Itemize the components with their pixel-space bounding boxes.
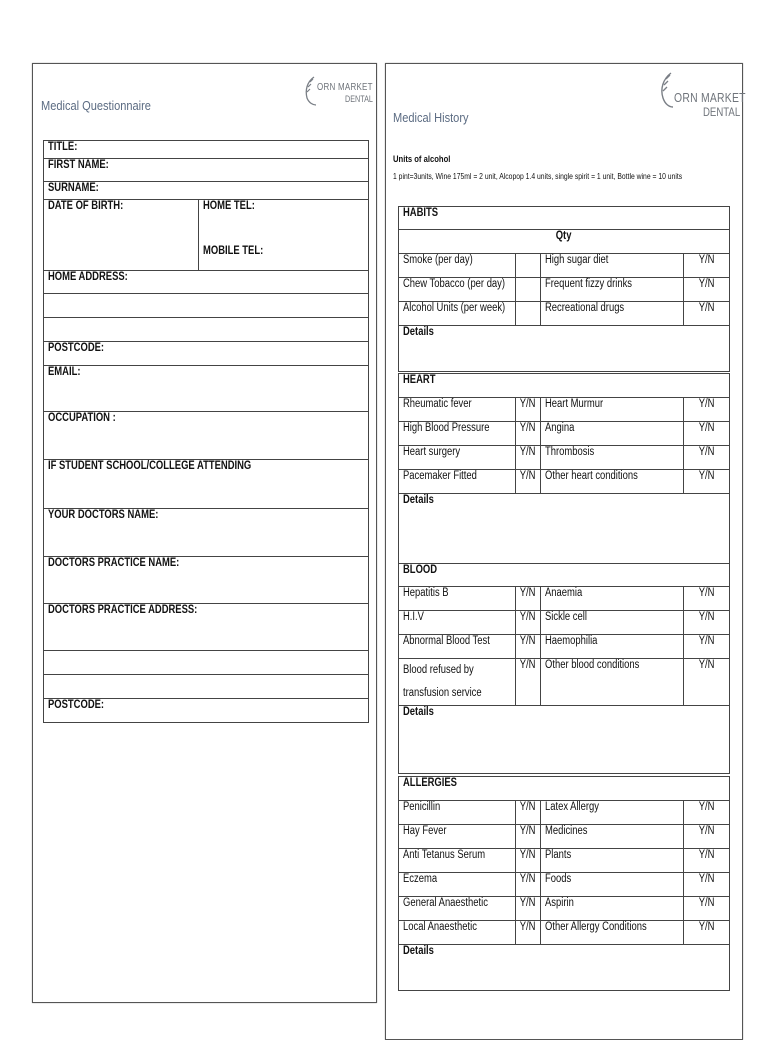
brand-name: ORN MARKET — [674, 90, 746, 105]
yn-option[interactable]: Y/N — [684, 659, 730, 706]
yn-option[interactable]: Y/N — [516, 801, 541, 825]
allergy-label: Anti Tetanus Serum — [399, 849, 516, 873]
allergies-table — [398, 776, 730, 991]
yn-option[interactable]: Y/N — [684, 278, 730, 302]
yn-option[interactable]: Y/N — [516, 446, 541, 470]
habit-label: Chew Tobacco (per day) — [399, 278, 516, 302]
heart-table — [398, 373, 730, 564]
condition-label: Thrombosis — [541, 446, 684, 470]
habits-table — [398, 206, 730, 372]
practice-address-line-3[interactable] — [44, 675, 369, 699]
practice-address-field[interactable]: DOCTORS PRACTICE ADDRESS: — [44, 604, 369, 651]
yn-option[interactable]: Y/N — [684, 611, 730, 635]
date-of-birth-field[interactable]: DATE OF BIRTH: — [44, 200, 199, 271]
postcode-field[interactable]: POSTCODE: — [44, 342, 369, 366]
practice-postcode-field[interactable]: POSTCODE: — [44, 699, 369, 723]
yn-option[interactable]: Y/N — [516, 873, 541, 897]
condition-label: Pacemaker Fitted — [399, 470, 516, 494]
practice-address-line-2[interactable] — [44, 651, 369, 675]
yn-option[interactable]: Y/N — [516, 398, 541, 422]
habit-label: Smoke (per day) — [399, 254, 516, 278]
yn-option[interactable]: Y/N — [516, 825, 541, 849]
yn-option[interactable]: Y/N — [516, 611, 541, 635]
yn-option[interactable]: Y/N — [684, 446, 730, 470]
condition-label: Anaemia — [541, 587, 684, 611]
wheat-logo-icon — [658, 72, 674, 108]
condition-label: Sickle cell — [541, 611, 684, 635]
condition-label: Abnormal Blood Test — [399, 635, 516, 659]
condition-label: Blood refused by transfusion service — [399, 659, 516, 706]
habits-details-field[interactable]: Details — [399, 326, 730, 372]
blood-heading: BLOOD — [399, 564, 730, 587]
condition-label: High Blood Pressure — [399, 422, 516, 446]
phone-fields[interactable] — [199, 200, 369, 271]
condition-label: Hepatitis B — [399, 587, 516, 611]
condition-label: Rheumatic fever — [399, 398, 516, 422]
habit-label: Frequent fizzy drinks — [541, 278, 684, 302]
allergies-heading: ALLERGIES — [399, 777, 730, 801]
email-field[interactable]: EMAIL: — [44, 366, 369, 412]
doctor-name-field[interactable]: YOUR DOCTORS NAME: — [44, 509, 369, 557]
qty-input[interactable] — [516, 254, 541, 278]
heart-heading: HEART — [399, 374, 730, 398]
condition-label: Other heart conditions — [541, 470, 684, 494]
address-line-3[interactable] — [44, 318, 369, 342]
condition-label: Other blood conditions — [541, 659, 684, 706]
yn-option[interactable]: Y/N — [684, 470, 730, 494]
yn-option[interactable]: Y/N — [684, 587, 730, 611]
condition-label: Haemophilia — [541, 635, 684, 659]
allergy-label: General Anaesthetic — [399, 897, 516, 921]
blood-details-field[interactable]: Details — [399, 706, 730, 774]
yn-option[interactable]: Y/N — [684, 873, 730, 897]
brand-subname: DENTAL — [703, 105, 741, 119]
allergy-label: Foods — [541, 873, 684, 897]
wheat-logo-icon — [303, 76, 317, 106]
home-address-field[interactable]: HOME ADDRESS: — [44, 271, 369, 294]
yn-option[interactable]: Y/N — [516, 921, 541, 945]
yn-option[interactable]: Y/N — [684, 398, 730, 422]
allergy-label: Latex Allergy — [541, 801, 684, 825]
yn-option[interactable]: Y/N — [684, 897, 730, 921]
yn-option[interactable]: Y/N — [684, 921, 730, 945]
title-field[interactable]: TITLE: — [44, 141, 369, 159]
allergy-label: Hay Fever — [399, 825, 516, 849]
allergy-label: Eczema — [399, 873, 516, 897]
yn-option[interactable]: Y/N — [516, 849, 541, 873]
yn-option[interactable]: Y/N — [684, 302, 730, 326]
mobile-tel-label: MOBILE TEL: — [203, 245, 264, 257]
address-line-2[interactable] — [44, 294, 369, 318]
allergies-details-field[interactable]: Details — [399, 945, 730, 991]
alcohol-units-heading: Units of alcohol — [393, 154, 451, 164]
yn-option[interactable]: Y/N — [516, 659, 541, 706]
habit-label: Recreational drugs — [541, 302, 684, 326]
condition-label: Angina — [541, 422, 684, 446]
yn-option[interactable]: Y/N — [684, 801, 730, 825]
home-tel-label: HOME TEL: — [203, 200, 255, 212]
allergy-label: Penicillin — [399, 801, 516, 825]
student-school-field[interactable]: IF STUDENT SCHOOL/COLLEGE ATTENDING — [44, 460, 369, 509]
yn-option[interactable]: Y/N — [684, 635, 730, 659]
qty-input[interactable] — [516, 302, 541, 326]
alcohol-units-note: 1 pint=3units, Wine 175ml = 2 unit, Alcopop 1.4 units, single spirit = 1 unit, Bottle wine = 10 units — [393, 171, 683, 181]
yn-option[interactable]: Y/N — [516, 422, 541, 446]
registration-page — [32, 63, 377, 1003]
yn-option[interactable]: Y/N — [684, 422, 730, 446]
yn-option[interactable]: Y/N — [516, 470, 541, 494]
allergy-label: Medicines — [541, 825, 684, 849]
habit-label: Alcohol Units (per week) — [399, 302, 516, 326]
yn-option[interactable]: Y/N — [684, 825, 730, 849]
yn-option[interactable]: Y/N — [684, 849, 730, 873]
qty-header: Qty — [399, 230, 730, 254]
first-name-field[interactable]: FIRST NAME: — [44, 159, 369, 182]
condition-label: Heart surgery — [399, 446, 516, 470]
allergy-label: Other Allergy Conditions — [541, 921, 684, 945]
blood-table — [398, 563, 730, 774]
heart-details-field[interactable]: Details — [399, 494, 730, 564]
page-title: Medical History — [393, 110, 469, 125]
yn-option[interactable]: Y/N — [684, 254, 730, 278]
brand-subname: DENTAL — [345, 94, 373, 104]
qty-input[interactable] — [516, 278, 541, 302]
allergy-label: Local Anaesthetic — [399, 921, 516, 945]
brand-logo — [303, 74, 373, 114]
habits-heading: HABITS — [399, 207, 730, 230]
brand-logo — [656, 70, 746, 120]
practice-name-field[interactable]: DOCTORS PRACTICE NAME: — [44, 557, 369, 604]
yn-option[interactable]: Y/N — [516, 587, 541, 611]
medical-history-page — [385, 63, 746, 1040]
condition-label: H.I.V — [399, 611, 516, 635]
personal-details-table — [43, 140, 369, 723]
yn-option[interactable]: Y/N — [516, 635, 541, 659]
brand-name: ORN MARKET — [317, 82, 373, 93]
surname-field[interactable]: SURNAME: — [44, 182, 369, 200]
habit-label: High sugar diet — [541, 254, 684, 278]
condition-label: Heart Murmur — [541, 398, 684, 422]
yn-option[interactable]: Y/N — [516, 897, 541, 921]
allergy-label: Aspirin — [541, 897, 684, 921]
page-title: Medical Questionnaire — [41, 98, 151, 113]
occupation-field[interactable]: OCCUPATION : — [44, 412, 369, 460]
allergy-label: Plants — [541, 849, 684, 873]
